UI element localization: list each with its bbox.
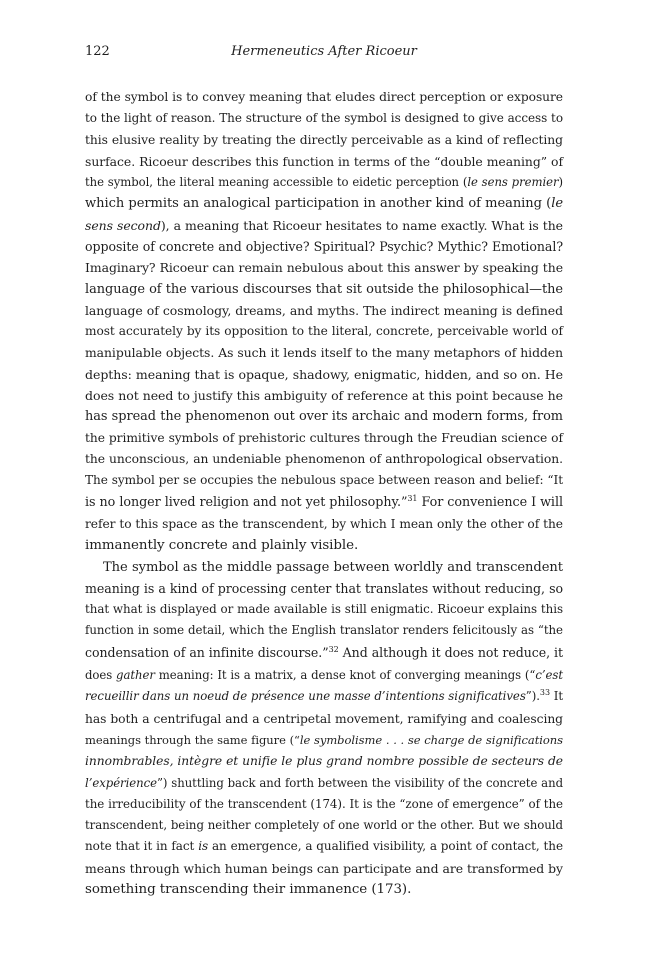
- text-segment: ): [558, 175, 563, 190]
- italic-phrase: gather: [116, 668, 155, 683]
- text-line: [85, 642, 563, 665]
- text-line: The symbol per se occupies the nebulous space between reason and belief: “It: [85, 473, 563, 488]
- text-line: [85, 665, 563, 686]
- text-line: [85, 686, 563, 708]
- italic-phrase: le sens premier: [467, 175, 559, 190]
- text-line: Imaginary? Ricoeur can remain nebulous about this answer by speaking the: [85, 260, 563, 276]
- paragraph-2: [85, 557, 563, 901]
- text-line: language of the various discourses that sit outside the philosophical—the: [85, 281, 563, 297]
- text-line: this elusive reality by treating the directly perceivable as a kind of reflecting: [85, 132, 563, 147]
- text-segment: the symbol, the literal meaning accessible to eidetic perception (: [85, 175, 468, 190]
- text-line: has spread the phenomenon out over its archaic and modern forms, from: [85, 409, 563, 425]
- text-segment: condensation of an infinite discourse.”: [85, 644, 329, 660]
- text-segment: meaning: It is a matrix, a dense knot of converging meanings (“: [154, 668, 536, 683]
- body-text: [85, 87, 563, 900]
- text-segment: note that it in fact: [85, 839, 199, 854]
- text-line: [85, 751, 563, 772]
- italic-phrase: c’est: [535, 668, 563, 683]
- italic-phrase: is: [198, 839, 209, 854]
- text-segment: ), a meaning that Ricoeur hesitates to name exactly. What is the: [160, 217, 563, 233]
- italic-phrase: l’expérience: [85, 775, 157, 790]
- footnote-marker: 31: [407, 493, 418, 503]
- running-head: Hermeneutics After Ricoeur: [231, 44, 417, 59]
- text-line: transcendent, being neither completely of one world or the other. But we should: [85, 818, 563, 833]
- text-line: that what is displayed or made available is still enigmatic. Ricoeur explains this: [85, 602, 563, 617]
- text-line: [85, 492, 563, 514]
- text-line: language of cosmology, dreams, and myths. The indirect meaning is defined: [85, 302, 563, 318]
- text-segment: And although it does not reduce, it: [338, 644, 563, 660]
- italic-phrase: le: [551, 196, 563, 212]
- text-segment: is no longer lived religion and not yet philosophy.”: [85, 494, 408, 510]
- text-segment: For convenience I will: [417, 494, 563, 510]
- text-line: immanently concrete and plainly visible.: [85, 538, 359, 554]
- text-line: the primitive symbols of prehistoric cultures through the Freudian science of: [85, 430, 563, 445]
- italic-phrase: recueillir dans un noeud de présence une masse d’intentions significatives: [85, 689, 526, 704]
- text-line: function in some detail, which the English translator renders felicitously as “the: [85, 623, 563, 638]
- footnote-marker: 33: [539, 688, 551, 698]
- text-line: does not need to justify this ambiguity of reference at this point because he: [85, 388, 563, 404]
- text-line: opposite of concrete and objective? Spiritual? Psychic? Mythic? Emotional?: [85, 239, 563, 255]
- text-segment: an emergence, a qualified visibility, a point of contact, the: [208, 839, 563, 854]
- text-line: has both a centrifugal and a centripetal movement, ramifying and coalescing: [85, 711, 563, 726]
- text-line: the unconscious, an undeniable phenomenon of anthropological observation.: [85, 452, 563, 467]
- text-line: depths: meaning that is opaque, shadowy, enigmatic, hidden, and so on. He: [85, 366, 563, 382]
- text-line: most accurately by its opposition to the literal, concrete, perceivable world of: [85, 324, 563, 339]
- text-line: something transcending their immanence (173).: [85, 881, 412, 897]
- text-line: [85, 193, 563, 214]
- text-segment: does: [85, 668, 117, 683]
- text-segment: ”).: [525, 689, 540, 704]
- italic-phrase: innombrables, intègre et unifie le plus grand nombre possible de secteurs de: [85, 754, 563, 769]
- text-line: [85, 730, 563, 751]
- text-line: [85, 215, 563, 236]
- text-segment: meanings through the same figure (“: [85, 732, 300, 747]
- text-segment: which permits an analogical participation in another kind of meaning (: [85, 196, 552, 212]
- text-line: refer to this space as the transcendent, by which I mean only the other of the: [85, 516, 563, 531]
- page-number: 122: [85, 44, 110, 59]
- text-line: means through which human beings can participate and are transformed by: [85, 860, 563, 876]
- text-line: manipulable objects. As such it lends itself to the many metaphors of hidden: [85, 345, 563, 360]
- text-line: [85, 773, 563, 794]
- paragraph-1: [85, 87, 563, 557]
- text-line: to the light of reason. The structure of the symbol is designed to give access to: [85, 111, 563, 126]
- italic-phrase: sens second: [85, 217, 161, 233]
- text-line: surface. Ricoeur describes this function in terms of the “double meaning” of: [85, 153, 563, 169]
- text-line: [85, 172, 563, 193]
- text-segment: ”) shuttling back and forth between the visibility of the concrete and: [157, 775, 563, 790]
- text-line: meaning is a kind of processing center that translates without reducing, so: [85, 580, 563, 596]
- italic-phrase: le symbolisme . . . se charge de significations: [299, 732, 563, 747]
- text-line: The symbol as the middle passage between worldly and transcendent: [103, 559, 563, 575]
- text-line: [85, 836, 563, 857]
- text-line: the irreducibility of the transcendent (174). It is the “zone of emergence” of the: [85, 796, 563, 811]
- page-header: [85, 44, 563, 64]
- text-segment: It: [550, 689, 563, 704]
- footnote-marker: 32: [328, 644, 339, 654]
- text-line: of the symbol is to convey meaning that eludes direct perception or exposure: [85, 90, 563, 104]
